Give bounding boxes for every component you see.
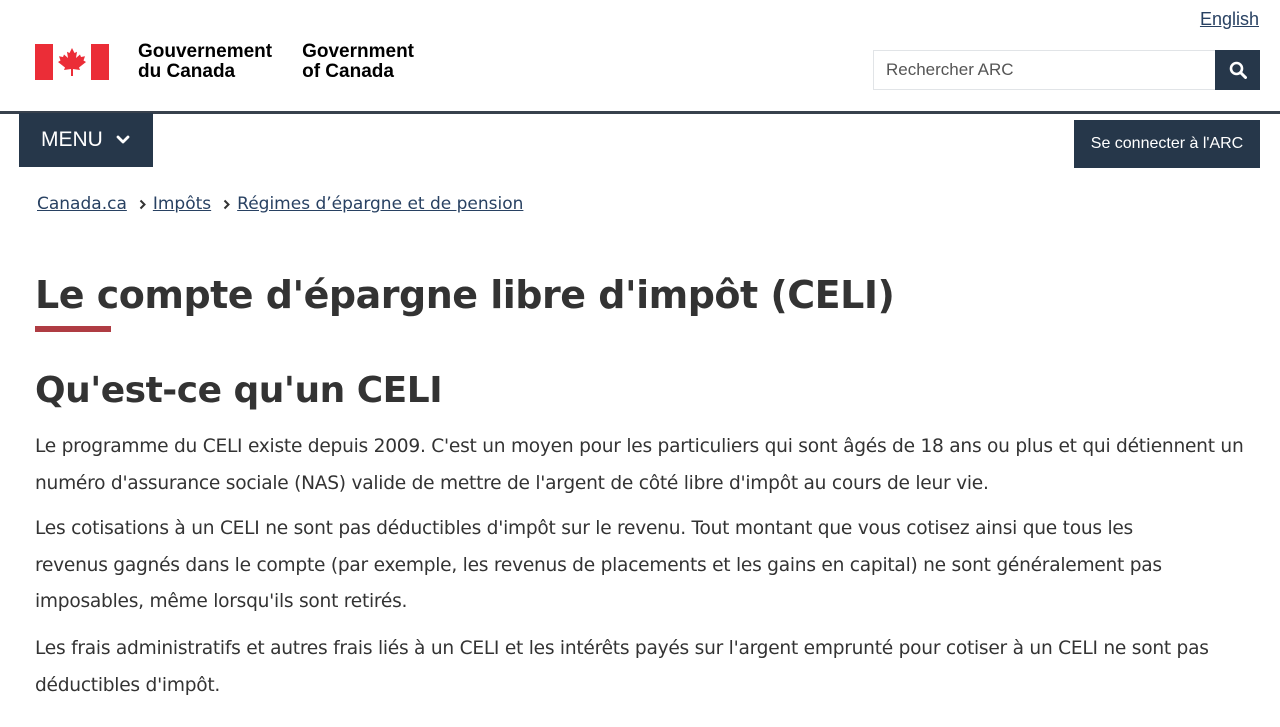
paragraph: Les cotisations à un CELI ne sont pas déductibles d'impôt sur le revenu. Tout montant que vous cotisez ainsi que tous les revenus gagnés dans le compte (par exemple, les revenus de placements et les gains en capital) ne sont généralement pas imposables, même lorsqu'ils sont retirés. [35, 518, 1162, 612]
title-underline [35, 326, 111, 332]
search-button[interactable] [1215, 50, 1260, 90]
search-icon [1229, 61, 1247, 79]
page-title: Le compte d'épargne libre d'impôt (CELI) [35, 273, 895, 317]
breadcrumb [37, 194, 523, 214]
menu-button[interactable] [19, 113, 153, 167]
search-form [873, 50, 1260, 90]
paragraph: Les frais administratifs et autres frais liés à un CELI et les intérêts payés sur l'argent emprunté pour cotiser à un CELI ne sont pas déductibles d'impôt. [35, 638, 1209, 696]
breadcrumb-item-impots[interactable]: Impôts [152, 194, 212, 214]
brand-name-french: Gouvernement du Canada [138, 41, 273, 82]
search-input[interactable] [873, 50, 1215, 90]
brand-name-english: Government of Canada [302, 41, 415, 82]
breadcrumb-item-canada[interactable]: Canada.ca [37, 194, 127, 214]
section-heading: Qu'est-ce qu'un CELI [35, 370, 443, 411]
chevron-down-icon [116, 135, 130, 145]
government-signature[interactable] [35, 42, 414, 82]
language-toggle-link[interactable]: English [1199, 9, 1259, 29]
breadcrumb-item-regimes[interactable]: Régimes d’épargne et de pension [237, 194, 524, 214]
chevron-right-icon [223, 199, 230, 210]
menu-label: MENU [41, 128, 103, 151]
chevron-right-icon [139, 199, 146, 210]
canada-flag-icon [35, 44, 109, 80]
header-divider [0, 111, 1280, 114]
signin-button[interactable]: Se connecter à l'ARC [1074, 120, 1260, 168]
paragraph: Le programme du CELI existe depuis 2009. C'est un moyen pour les particuliers qui sont âgés de 18 ans ou plus et qui détiennent un numéro d'assurance sociale (NAS) valide de mettre de l'argent de côté libre d'impôt au cours de leur vie. [35, 436, 1244, 494]
